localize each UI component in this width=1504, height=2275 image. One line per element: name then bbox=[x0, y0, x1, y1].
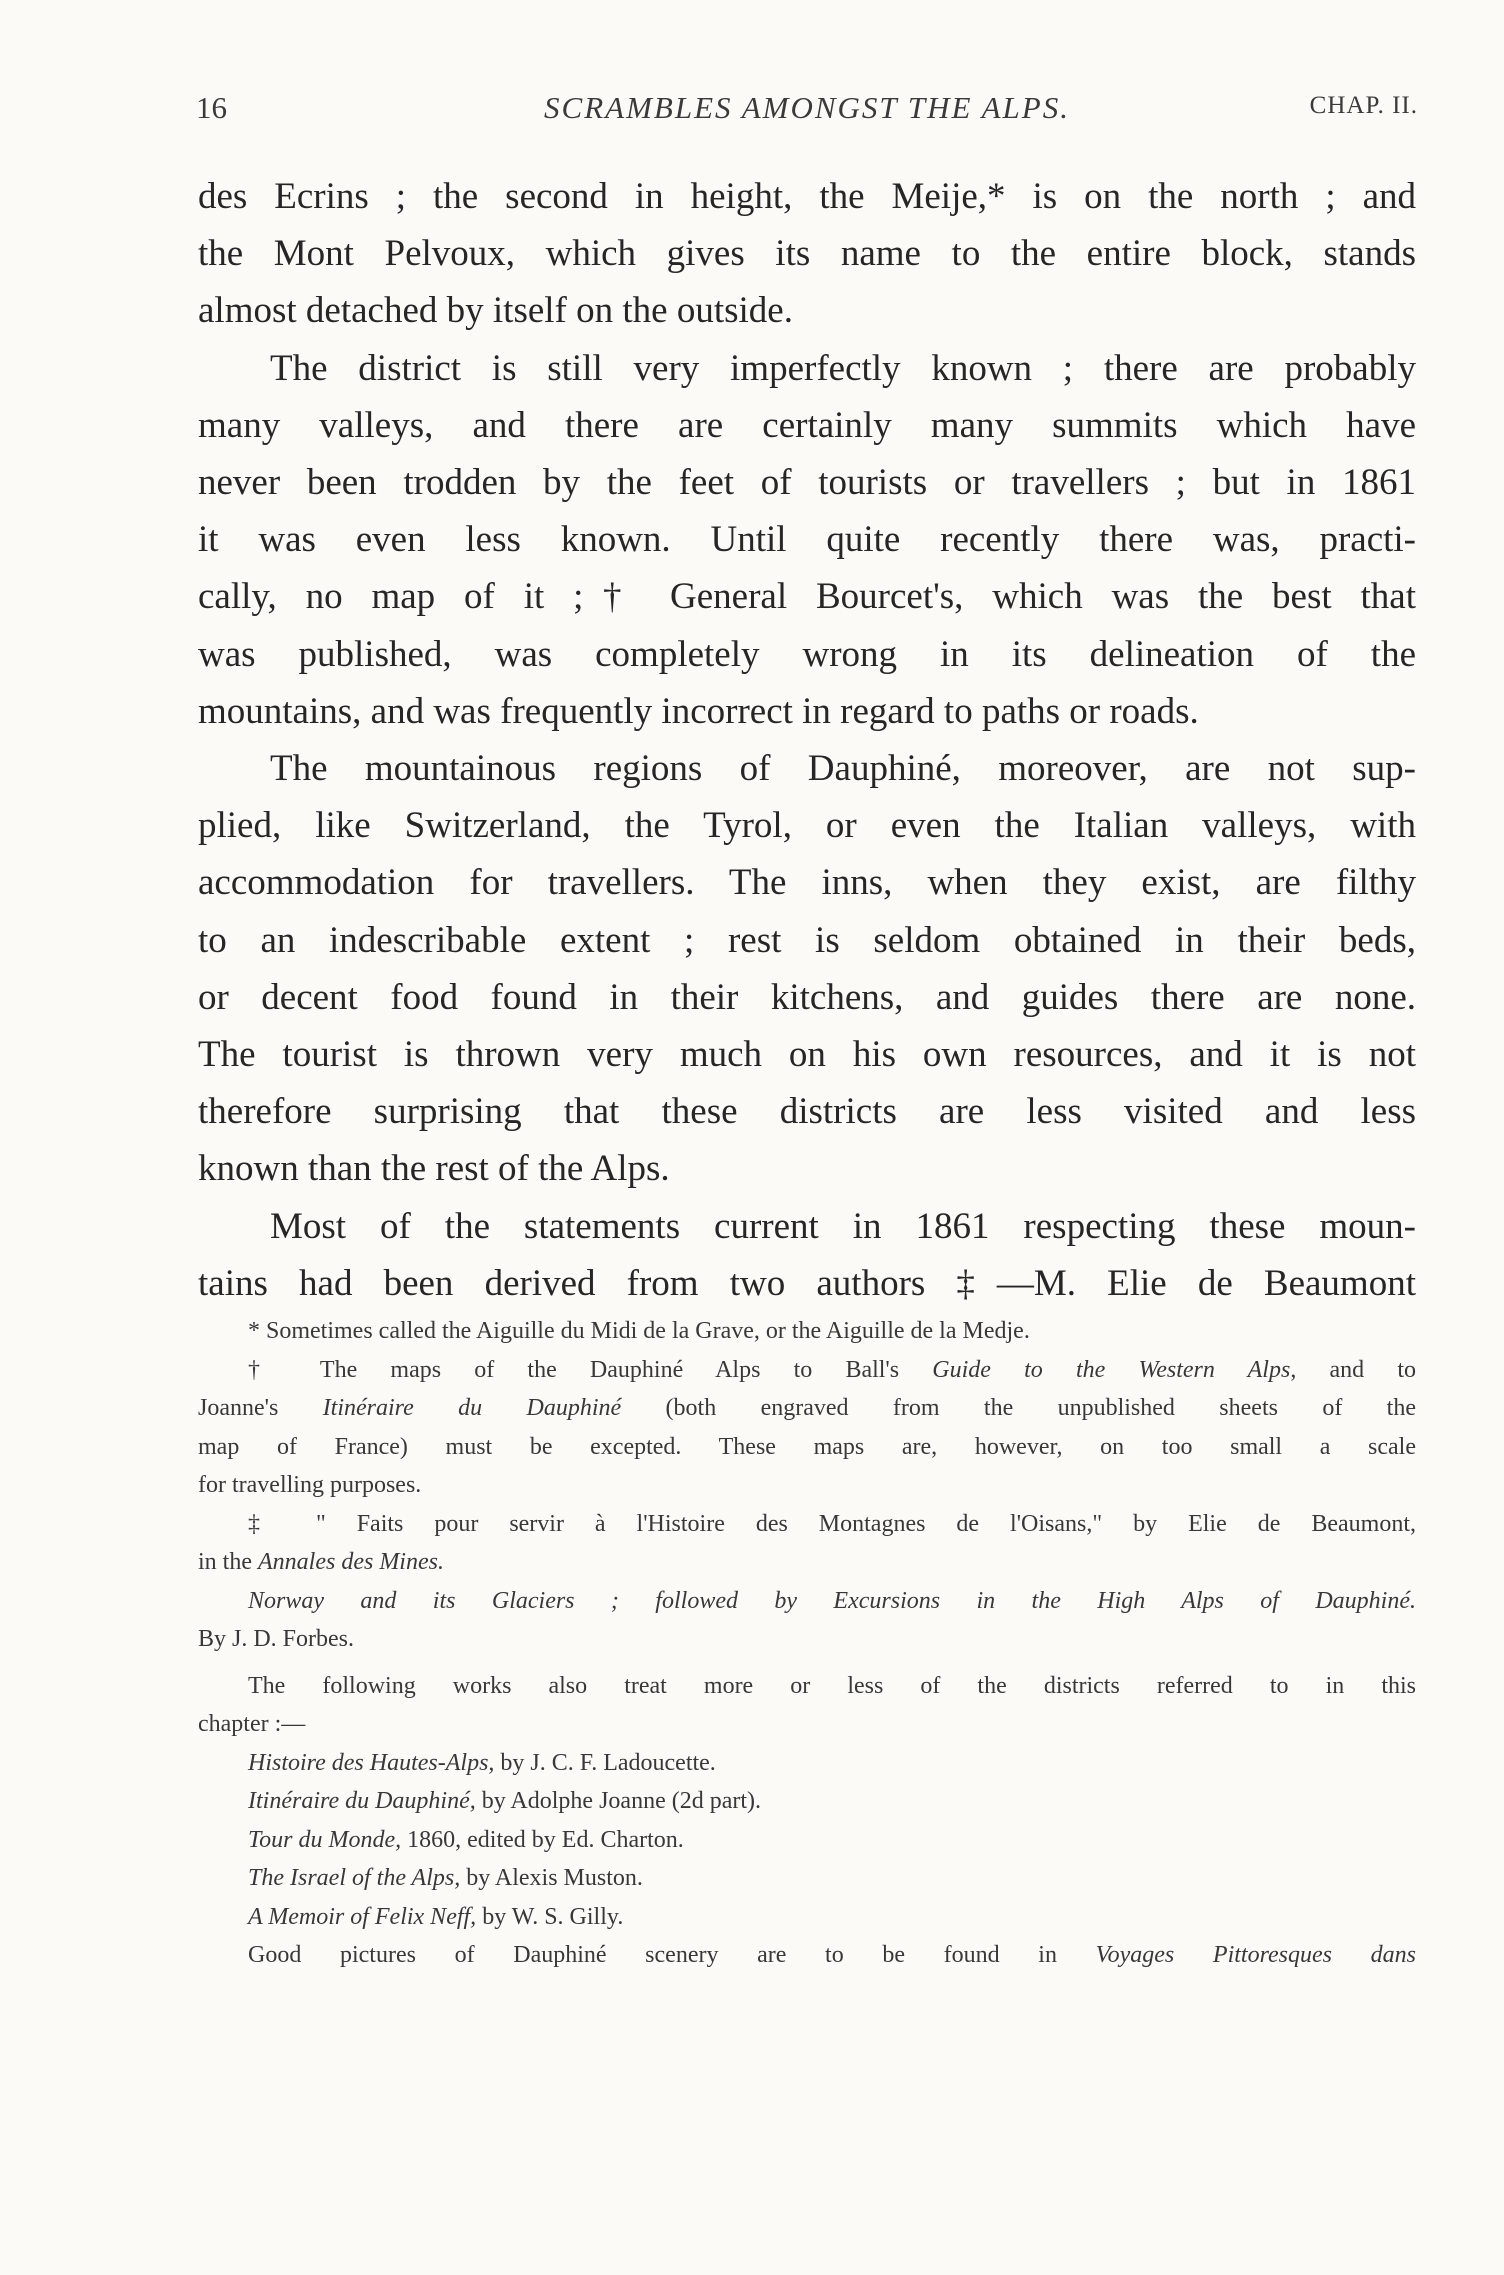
footnote-authors: ‡ " Faits pour servir à l'Histoire des Montagnes de l'Oisans," by Elie de Beaumont, bbox=[248, 1510, 1416, 1537]
text-line: almost detached by itself on the outside. bbox=[198, 290, 793, 332]
text-line: known than the rest of the Alps. bbox=[198, 1148, 670, 1190]
work-citation: The Israel of the Alps, by Alexis Muston. bbox=[248, 1865, 643, 1891]
text-line: never been trodden by the feet of tourists or travellers ; but in 1861 bbox=[198, 462, 1416, 504]
page-number: 16 bbox=[196, 90, 227, 125]
footnote-line: for travelling purposes. bbox=[198, 1472, 422, 1498]
footnote-line: map of France) must be excepted. These maps are, however, on too small a scale bbox=[198, 1433, 1416, 1460]
text-line: therefore surprising that these districts are less visited and less bbox=[198, 1091, 1416, 1133]
text-line: the Mont Pelvoux, which gives its name to the entire block, stands bbox=[198, 233, 1416, 275]
text-line: The mountainous regions of Dauphiné, moreover, are not sup- bbox=[270, 748, 1416, 790]
works-intro-line: chapter :— bbox=[198, 1711, 306, 1737]
footnotes bbox=[198, 1312, 1416, 1975]
work-citation: A Memoir of Felix Neff, by W. S. Gilly. bbox=[248, 1903, 624, 1930]
text-line: it was even less known. Until quite recently there was, practi- bbox=[198, 519, 1416, 561]
text-line: to an indescribable extent ; rest is seldom obtained in their beds, bbox=[198, 919, 1416, 961]
footnote-line: Norway and its Glaciers ; followed by Excursions in the High Alps of Dauphiné. bbox=[248, 1587, 1416, 1614]
works-intro: The following works also treat more or less of the districts referred to in this bbox=[248, 1672, 1416, 1699]
footnote-maps: † The maps of the Dauphiné Alps to Ball's Guide to the Western Alps, and to bbox=[248, 1356, 1416, 1383]
text-line: cally, no map of it ;† General Bourcet's, which was the best that bbox=[198, 576, 1416, 618]
running-title: SCRAMBLES AMONGST THE ALPS. bbox=[544, 90, 1070, 125]
footnote-line: Joanne's Itinéraire du Dauphiné (both engraved from the unpublished sheets of the bbox=[198, 1395, 1417, 1421]
paragraph bbox=[198, 168, 1416, 340]
text-line: accommodation for travellers. The inns, when they exist, are filthy bbox=[198, 862, 1416, 904]
work-citation: Histoire des Hautes-Alps, by J. C. F. Ladoucette. bbox=[248, 1749, 716, 1776]
text-line: The district is still very imperfectly known ; there are probably bbox=[270, 347, 1416, 389]
text-line: des Ecrins ; the second in height, the Meije,* is on the north ; and bbox=[198, 176, 1416, 217]
paragraph bbox=[198, 340, 1416, 740]
footnote-meije: * Sometimes called the Aiguille du Midi de la Grave, or the Aiguille de la Medje. bbox=[248, 1318, 1030, 1344]
footnote-line: in the Annales des Mines. bbox=[198, 1549, 444, 1575]
text-line: many valleys, and there are certainly many summits which have bbox=[198, 404, 1416, 446]
text-line: Most of the statements current in 1861 respecting these moun- bbox=[270, 1205, 1416, 1247]
text-line: plied, like Switzerland, the Tyrol, or even the Italian valleys, with bbox=[198, 805, 1416, 847]
work-citation: Itinéraire du Dauphiné, by Adolphe Joanne (2d part). bbox=[248, 1788, 762, 1814]
text-line: mountains, and was frequently incorrect in regard to paths or roads. bbox=[198, 690, 1199, 732]
text-line: tains had been derived from two authors ‡—M. Elie de Beaumont bbox=[198, 1262, 1416, 1304]
running-header bbox=[196, 90, 1418, 134]
text-line: was published, was completely wrong in its delineation of the bbox=[198, 633, 1416, 675]
chapter-label: CHAP. II. bbox=[1309, 92, 1418, 119]
main-text bbox=[198, 168, 1416, 1312]
pictures-note: Good pictures of Dauphiné scenery are to be found in Voyages Pittoresques dans bbox=[248, 1942, 1416, 1968]
text-line: or decent food found in their kitchens, and guides there are none. bbox=[198, 976, 1416, 1018]
work-citation: Tour du Monde, 1860, edited by Ed. Charton. bbox=[248, 1826, 684, 1853]
paragraph bbox=[198, 740, 1416, 1198]
text-line: The tourist is thrown very much on his own resources, and it is not bbox=[198, 1034, 1416, 1076]
footnote-line: By J. D. Forbes. bbox=[198, 1626, 355, 1652]
paragraph bbox=[198, 1198, 1416, 1312]
